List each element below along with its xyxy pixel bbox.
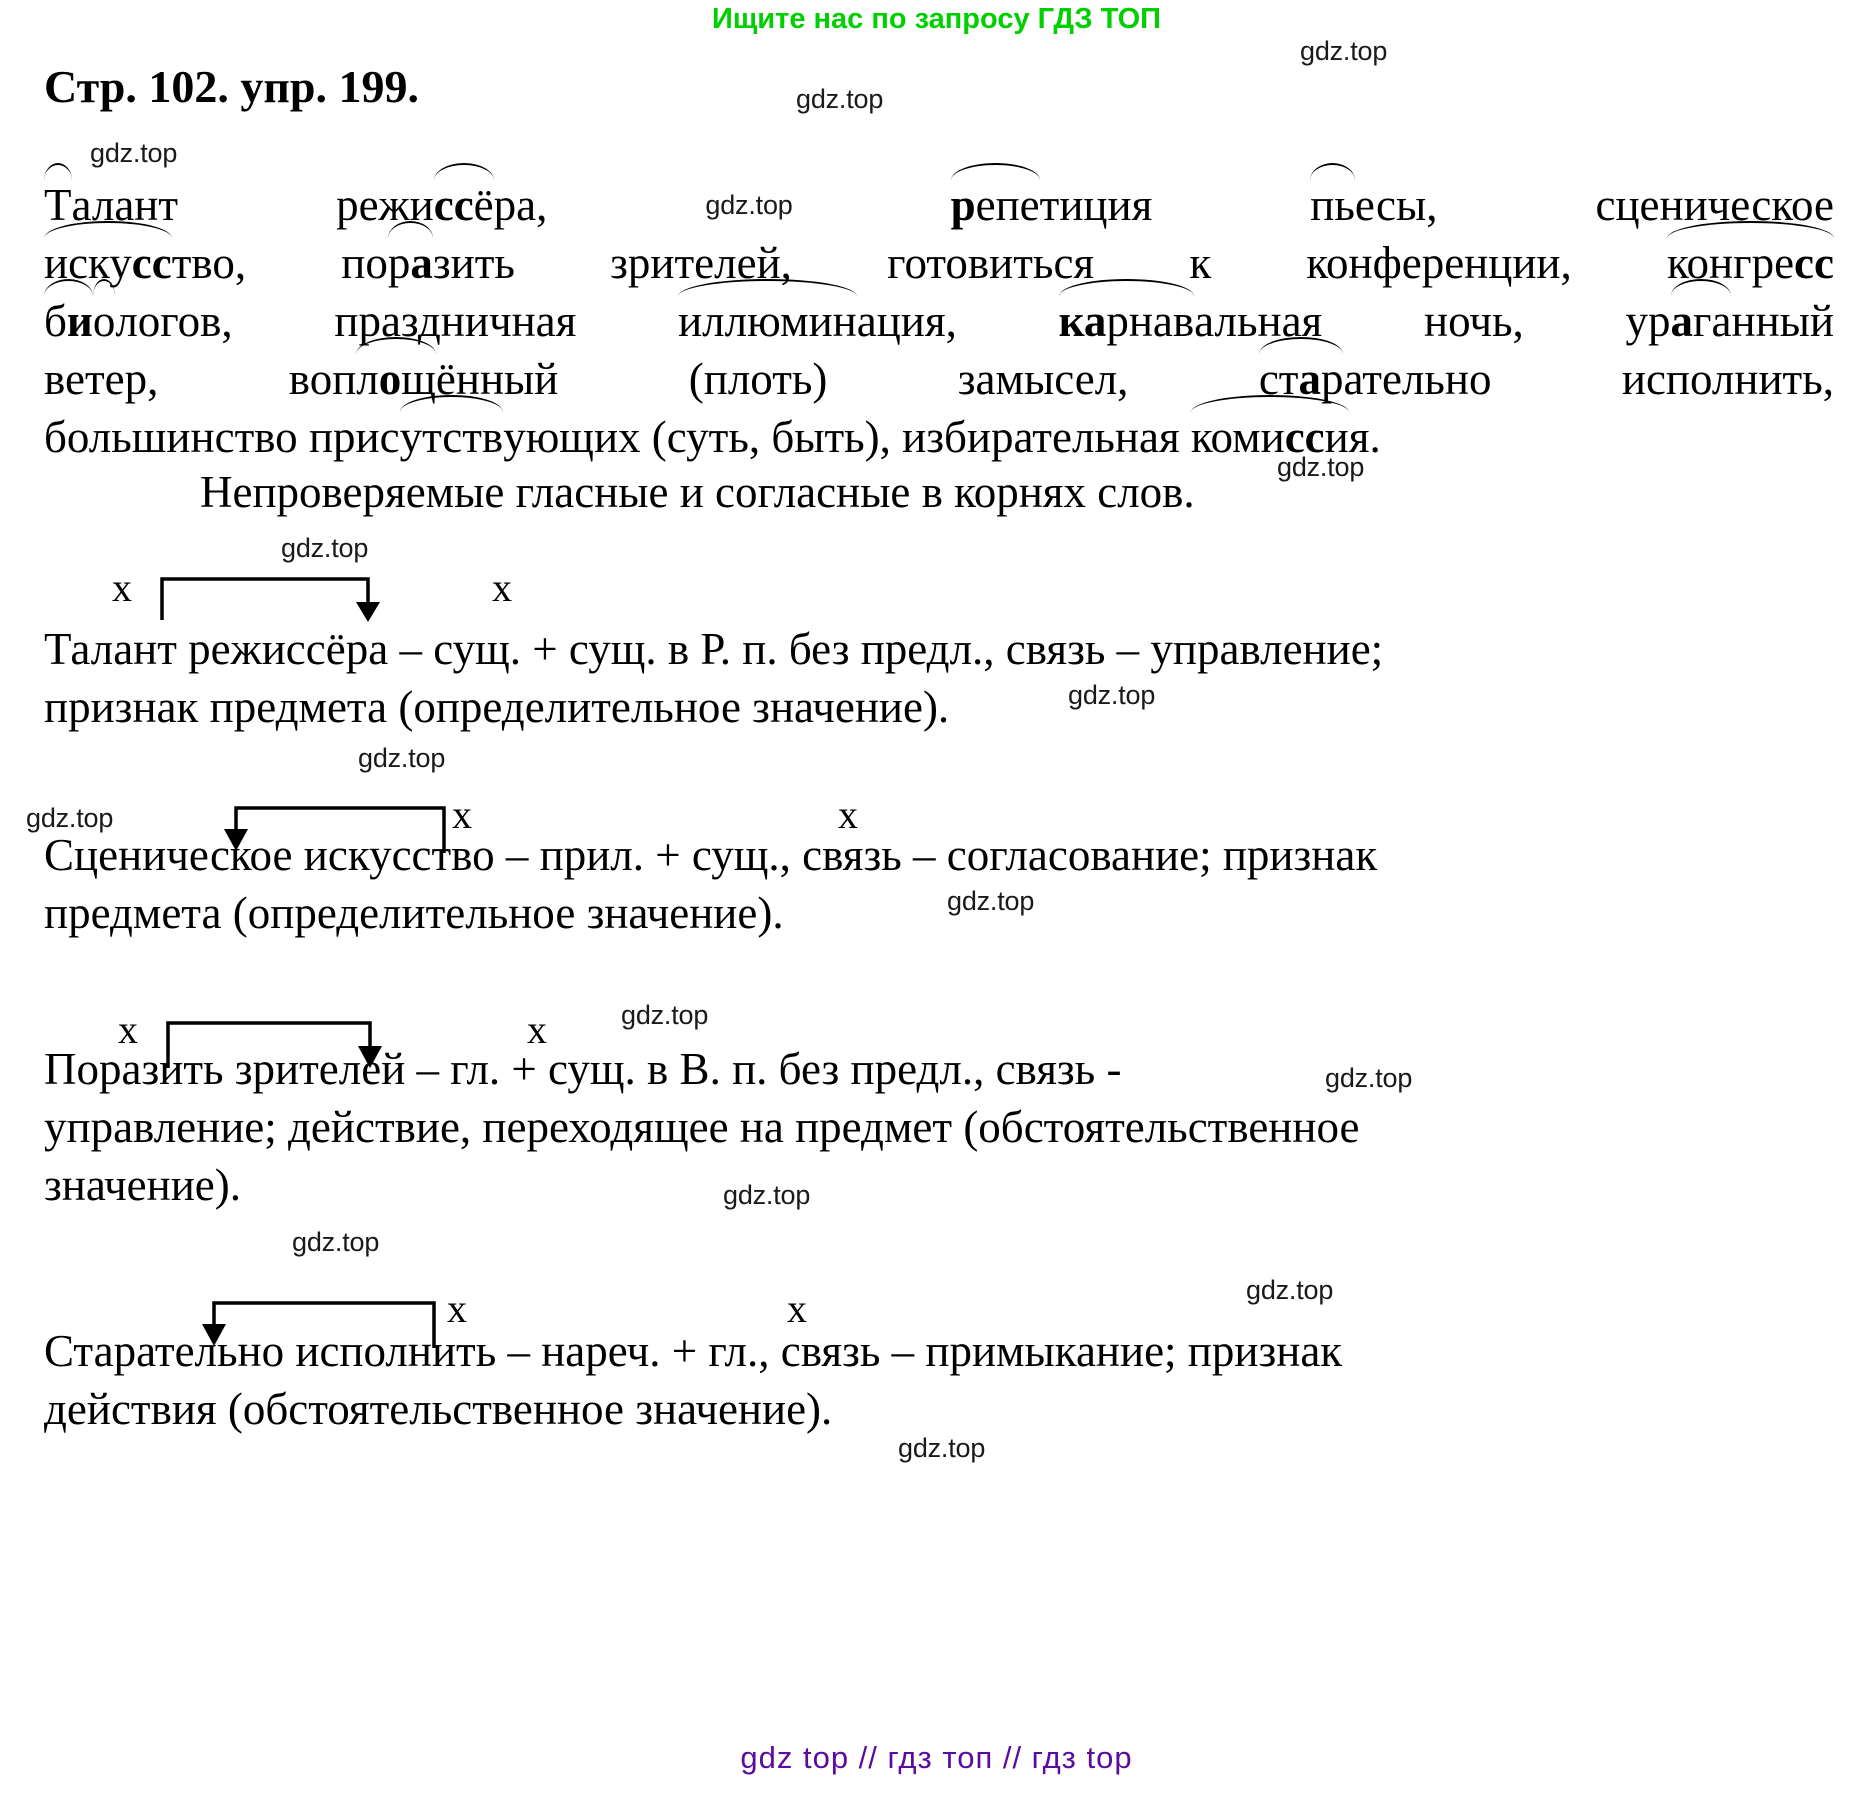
watermark-gdztop: gdz.top — [796, 84, 884, 114]
watermark-gdztop: gdz.top — [1277, 452, 1365, 482]
x-marker-right: х — [452, 792, 472, 837]
word-prisutstvuyushchikh: присутствующих — [309, 412, 641, 462]
word-noch: ночь, — [1423, 296, 1524, 346]
x-marker-right: х — [492, 565, 512, 610]
x-marker-right: х — [527, 1007, 547, 1052]
x-marker-far: х — [787, 1286, 807, 1331]
dependency-arrow-right — [160, 576, 390, 626]
word-plot: (плоть) — [688, 354, 828, 404]
analysis-line: Поразить зрителей – гл. + сущ. в В. п. без предл., связь - — [44, 1044, 1122, 1094]
watermark-gdztop: gdz.top — [292, 1227, 380, 1257]
analysis-line: управление; действие, переходящее на предмет (обстоятельственное — [44, 1102, 1360, 1152]
word-sut-byt: (суть, быть), — [651, 412, 891, 462]
word-komissiya: комиссия. — [1191, 412, 1381, 462]
vocabulary-block — [44, 176, 1834, 466]
analysis-line: Талант режиссёра – сущ. + сущ. в Р. п. без предл., связь – управление; — [44, 624, 1384, 674]
word-biologov: биологов, — [44, 292, 233, 350]
word-k: к — [1189, 238, 1212, 288]
word-uragannyi: ураганный — [1626, 292, 1834, 350]
word-voploshchennyi: воплощённый — [289, 350, 559, 408]
word-stsenicheskoe: сценическое — [1595, 180, 1834, 230]
analysis-line: значение). — [44, 1160, 242, 1210]
x-marker-left: х — [112, 565, 132, 610]
watermark-gdztop: gdz.top — [1068, 680, 1156, 710]
page-title: Стр. 102. упр. 199. — [44, 61, 419, 112]
watermark-gdztop: gdz.top — [898, 1433, 986, 1463]
watermark-gdztop: gdz.top — [1325, 1063, 1413, 1093]
analysis-line: Сценическое искусство – прил. + сущ., связь – согласование; признак — [44, 830, 1378, 880]
watermark-gdztop: gdz.top — [1246, 1275, 1334, 1305]
analysis-block-3 — [44, 1040, 1834, 1214]
word-pesy: пьесы, — [1310, 176, 1437, 234]
word-kongress: конгресс — [1667, 234, 1834, 292]
watermark-gdztop: gdz.top — [723, 1180, 811, 1210]
x-marker-far: х — [838, 792, 858, 837]
analysis-line: признак предмета (определительное значение). — [44, 682, 950, 732]
word-iskusstvo: искусство, — [44, 234, 246, 292]
vocabulary-line — [44, 176, 1834, 234]
word-veter: ветер, — [44, 354, 159, 404]
vocabulary-line — [44, 350, 1834, 408]
word-bolshinstvo: большинство — [44, 412, 298, 462]
analysis-block-1 — [44, 620, 1834, 736]
watermark-gdztop: gdz.top — [705, 190, 793, 220]
word-staratelno: старательно — [1259, 350, 1492, 408]
watermark-gdztop: gdz.top — [1300, 36, 1388, 66]
word-porazit: поразить — [341, 234, 515, 292]
vocabulary-line — [44, 408, 1834, 466]
word-zamysel: замысел, — [957, 354, 1129, 404]
word-karnavalnaya: карнавальная — [1059, 292, 1323, 350]
word-talant: Талант — [44, 176, 178, 234]
watermark-gdztop: gdz.top — [947, 886, 1035, 916]
word-izbiratelnaya: избирательная — [902, 412, 1180, 462]
word-illyuminatsiya: иллюминация, — [678, 292, 957, 350]
analysis-line: предмета (определительное значение). — [44, 888, 784, 938]
analysis-line: действия (обстоятельственное значение). — [44, 1384, 833, 1434]
footer-watermark: gdz top // гдз топ // гдз top — [740, 1740, 1133, 1775]
word-prazdnichnaya: праздничная — [334, 296, 577, 346]
vocabulary-line — [44, 292, 1834, 350]
promo-banner: Ищите нас по запросу ГДЗ ТОП — [711, 3, 1162, 35]
watermark-gdztop: gdz.top — [281, 533, 369, 563]
watermark-gdztop: gdz.top — [26, 803, 114, 833]
vocabulary-line — [44, 234, 1834, 292]
analysis-block-2 — [44, 826, 1834, 942]
x-marker-left: х — [118, 1007, 138, 1052]
word-ispolnit: исполнить, — [1621, 354, 1834, 404]
word-konferentsii: конференции, — [1306, 238, 1572, 288]
analysis-block-4 — [44, 1322, 1834, 1438]
word-gotovitsya: готовиться — [887, 238, 1095, 288]
word-repetitsiya: репетиция — [951, 176, 1153, 234]
watermark-gdztop: gdz.top — [358, 743, 446, 773]
watermark-gdztop: gdz.top — [621, 1000, 709, 1030]
word-zritelei: зрителей, — [610, 238, 792, 288]
word-rezhissera: режиссёра, — [336, 176, 547, 234]
analysis-line: Старательно исполнить – нареч. + гл., связь – примыкание; признак — [44, 1326, 1343, 1376]
x-marker-right: х — [447, 1286, 467, 1331]
watermark-gdztop: gdz.top — [90, 138, 178, 168]
vocabulary-note: Непроверяемые гласные и согласные в корнях слов. — [200, 467, 1195, 517]
